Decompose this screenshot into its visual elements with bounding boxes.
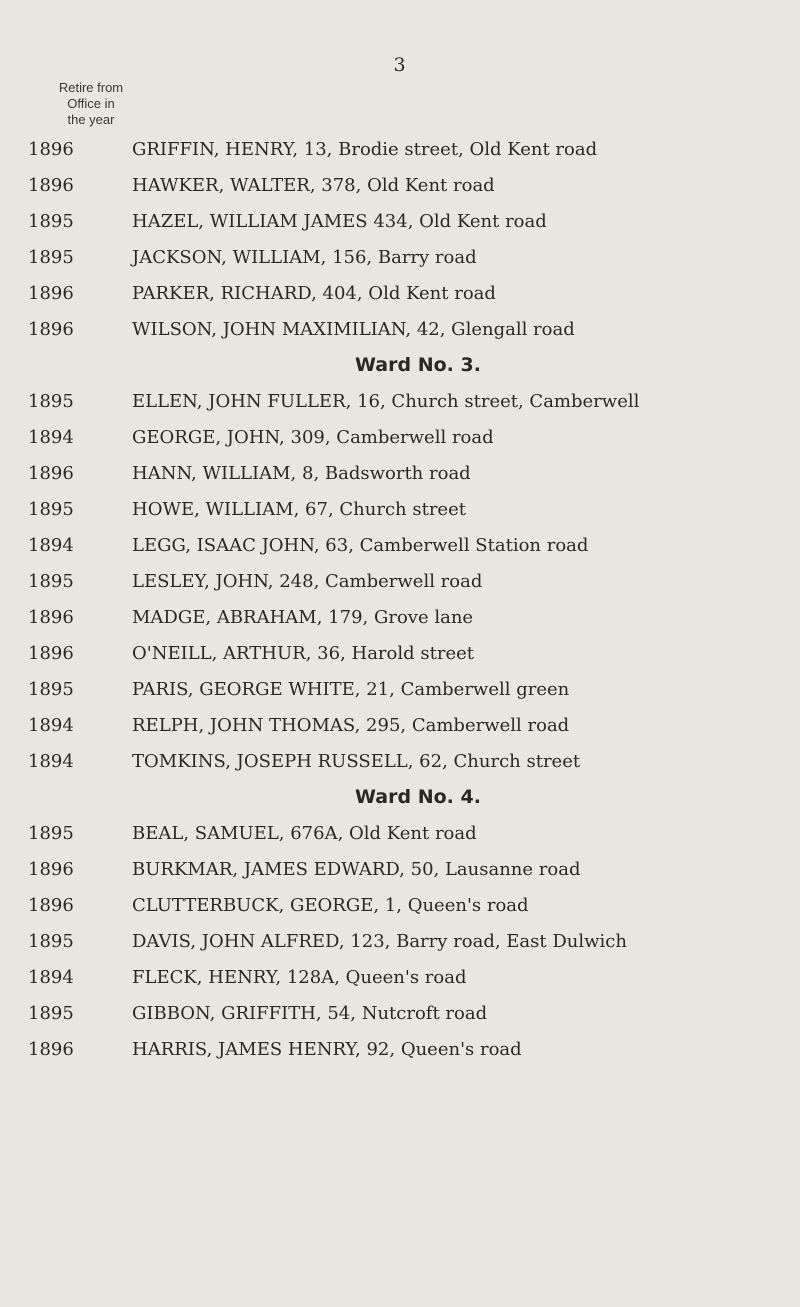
member-name-address: WILSON, JOHN MAXIMILIAN, 42, Glengall road	[132, 319, 575, 340]
list-item	[28, 246, 768, 269]
list-item	[28, 498, 768, 521]
member-name-address: GIBBON, GRIFFITH, 54, Nutcroft road	[132, 1003, 488, 1024]
retire-year: 1895	[28, 499, 74, 520]
retire-year: 1895	[28, 931, 74, 952]
retire-year: 1896	[28, 643, 74, 664]
list-item	[28, 318, 768, 341]
member-name-address: MADGE, ABRAHAM, 179, Grove lane	[132, 607, 474, 628]
retire-year: 1894	[28, 427, 74, 448]
retire-year: 1895	[28, 679, 74, 700]
list-item	[28, 570, 768, 593]
member-name-address: HAWKER, WALTER, 378, Old Kent road	[132, 175, 495, 196]
retire-year: 1896	[28, 139, 74, 160]
retire-year: 1896	[28, 319, 74, 340]
list-item	[28, 534, 768, 557]
retire-year: 1895	[28, 211, 74, 232]
member-name-address: FLECK, HENRY, 128A, Queen's road	[132, 967, 467, 988]
retire-year: 1896	[28, 895, 74, 916]
retire-year: 1895	[28, 571, 74, 592]
member-name-address: HAZEL, WILLIAM JAMES 434, Old Kent road	[132, 211, 547, 232]
retire-year: 1896	[28, 463, 74, 484]
member-name-address: ELLEN, JOHN FULLER, 16, Church street, Camberwell	[132, 391, 640, 412]
list-item	[28, 282, 768, 305]
retire-year: 1894	[28, 751, 74, 772]
list-item	[28, 678, 768, 701]
list-item	[28, 966, 768, 989]
member-name-address: CLUTTERBUCK, GEORGE, 1, Queen's road	[132, 895, 529, 916]
page-number: 3	[393, 54, 407, 76]
member-name-address: DAVIS, JOHN ALFRED, 123, Barry road, East Dulwich	[132, 931, 627, 952]
retire-year: 1896	[28, 607, 74, 628]
member-name-address: BURKMAR, JAMES EDWARD, 50, Lausanne road	[132, 859, 581, 880]
member-name-address: LEGG, ISAAC JOHN, 63, Camberwell Station road	[132, 535, 589, 556]
retire-year: 1896	[28, 859, 74, 880]
member-name-address: HANN, WILLIAM, 8, Badsworth road	[132, 463, 471, 484]
member-name-address: RELPH, JOHN THOMAS, 295, Camberwell road	[132, 715, 570, 736]
retire-year: 1895	[28, 391, 74, 412]
year-header-line: Retire from	[58, 80, 124, 95]
retire-year: 1895	[28, 823, 74, 844]
list-item	[28, 606, 768, 629]
list-item	[28, 1002, 768, 1025]
list-item	[28, 858, 768, 881]
ward-section	[28, 786, 768, 1061]
list-item	[28, 642, 768, 665]
year-header-line: the year	[67, 112, 115, 127]
retire-year: 1894	[28, 535, 74, 556]
list-item	[28, 426, 768, 449]
member-name-address: HOWE, WILLIAM, 67, Church street	[132, 499, 466, 520]
member-name-address: JACKSON, WILLIAM, 156, Barry road	[132, 247, 477, 268]
member-name-address: BEAL, SAMUEL, 676A, Old Kent road	[132, 823, 477, 844]
member-name-address: GRIFFIN, HENRY, 13, Brodie street, Old Kent road	[132, 139, 598, 160]
ward-heading: Ward No. 3.	[355, 354, 481, 376]
list-item	[28, 714, 768, 737]
member-name-address: HARRIS, JAMES HENRY, 92, Queen's road	[132, 1039, 522, 1060]
year-column-header	[26, 80, 156, 128]
list-item	[28, 390, 768, 413]
list-item	[28, 930, 768, 953]
retire-year: 1896	[28, 283, 74, 304]
retire-year: 1896	[28, 1039, 74, 1060]
member-name-address: LESLEY, JOHN, 248, Camberwell road	[132, 571, 483, 592]
list-item	[28, 750, 768, 773]
retire-year: 1896	[28, 175, 74, 196]
list-item	[28, 210, 768, 233]
member-list	[28, 138, 768, 1074]
list-item	[28, 822, 768, 845]
retire-year: 1895	[28, 1003, 74, 1024]
retire-year: 1895	[28, 247, 74, 268]
ward-section	[28, 138, 768, 341]
ward-section	[28, 354, 768, 773]
member-name-address: O'NEILL, ARTHUR, 36, Harold street	[132, 643, 474, 664]
retire-year: 1894	[28, 715, 74, 736]
member-name-address: PARIS, GEORGE WHITE, 21, Camberwell green	[132, 679, 570, 700]
retire-year: 1894	[28, 967, 74, 988]
member-name-address: TOMKINS, JOSEPH RUSSELL, 62, Church street	[132, 751, 581, 772]
year-header-line: Office in	[67, 96, 115, 111]
list-item	[28, 138, 768, 161]
list-item	[28, 1038, 768, 1061]
ward-heading: Ward No. 4.	[355, 786, 481, 808]
list-item	[28, 462, 768, 485]
member-name-address: PARKER, RICHARD, 404, Old Kent road	[132, 283, 496, 304]
list-item	[28, 894, 768, 917]
member-name-address: GEORGE, JOHN, 309, Camberwell road	[132, 427, 494, 448]
list-item	[28, 174, 768, 197]
